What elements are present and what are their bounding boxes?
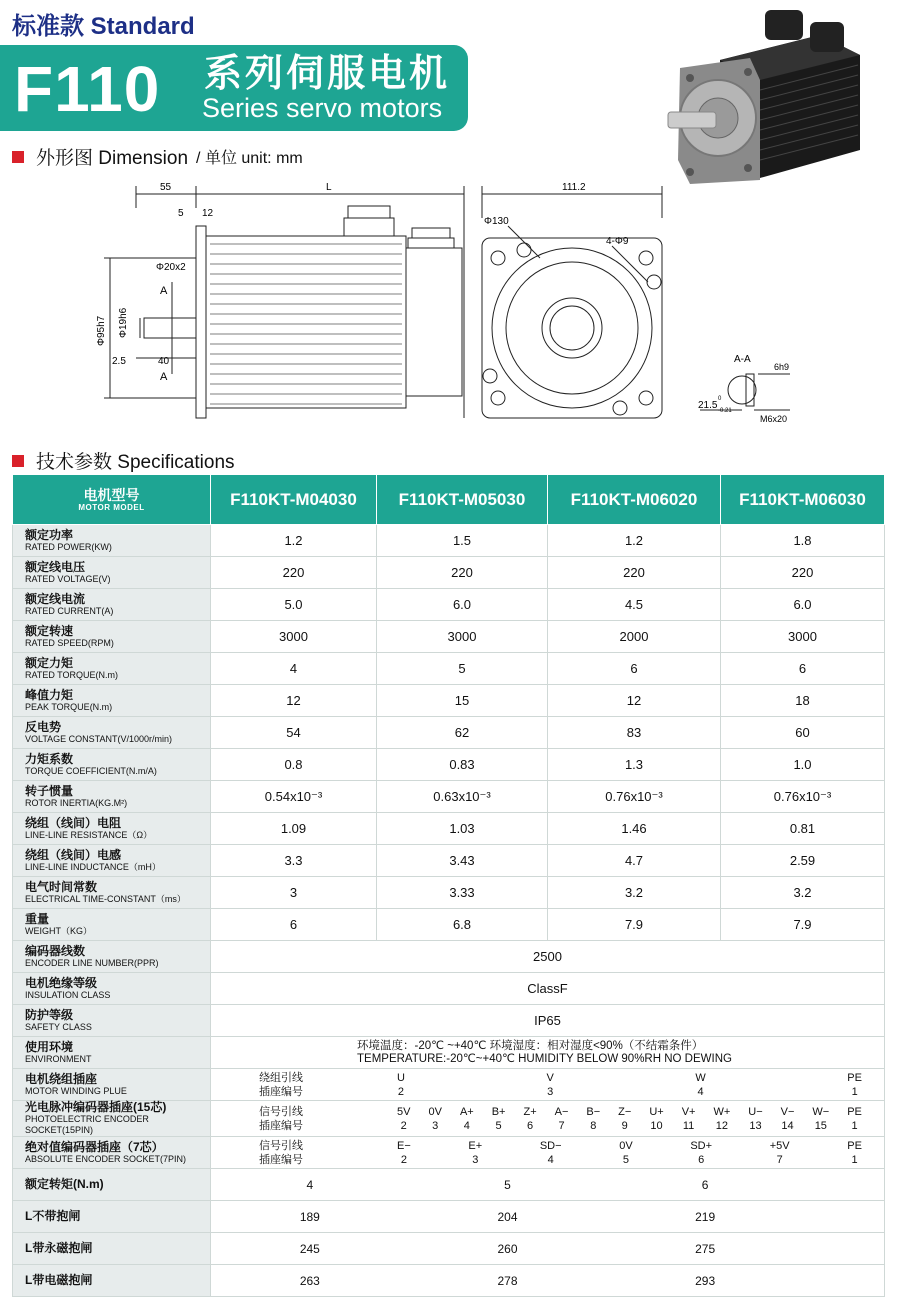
table-cell: 220 xyxy=(211,557,377,589)
table-cell: 0.76x10⁻³ xyxy=(721,781,885,813)
pin-cell: 0V 5 xyxy=(619,1139,633,1166)
pin-cell: 0V 3 xyxy=(428,1105,442,1132)
table-cell: 4 xyxy=(306,1177,314,1192)
table-cell: 0.76x10⁻³ xyxy=(548,781,721,813)
section-a-top: A xyxy=(160,285,168,297)
dimension-heading xyxy=(12,143,303,170)
table-cell: 18 xyxy=(721,685,885,717)
table-row-lelec: L带电磁抱闸 263 278 293 xyxy=(13,1265,885,1297)
pin-cell: A− 7 xyxy=(554,1105,569,1132)
table-cell: 6 xyxy=(548,653,721,685)
table-cell: 204 xyxy=(497,1209,518,1224)
table-row: 额定转速 RATED SPEED(RPM) 3000 3000 2000 3000 xyxy=(13,621,885,653)
dim-tol-lower: -0.21 xyxy=(718,408,732,414)
table-cell: 7.9 xyxy=(721,909,885,941)
dim-5: 5 xyxy=(178,208,184,219)
table-row: 额定线电压 RATED VOLTAGE(V) 220 220 220 220 xyxy=(13,557,885,589)
table-row-environment: 使用环境 ENVIRONMENT 环境温度：-20℃ ~+40℃ 环境湿度：相对湿度<90%（不结霜条件） TEMPERATURE:-20℃~+40℃ HUMIDITY BELOW 90%RH NO DEWING xyxy=(13,1037,885,1069)
table-row-insulation: 电机绝缘等级 INSULATION CLASS ClassF xyxy=(13,973,885,1005)
dim-6h9: 6h9 xyxy=(774,362,790,372)
standard-title: 标准款 Standard xyxy=(12,13,195,40)
dim-95h7: Φ95h7 xyxy=(96,315,107,346)
table-cell: 3000 xyxy=(377,621,548,653)
table-cell: 6.0 xyxy=(721,589,885,621)
table-cell: 12 xyxy=(211,685,377,717)
pin-cell: PE 1 xyxy=(847,1071,862,1098)
pin-cell: E− 2 xyxy=(397,1139,411,1166)
dimension-title: 外形图 Dimension xyxy=(36,148,189,169)
dim-55: 55 xyxy=(160,182,172,193)
table-header-row xyxy=(13,475,885,525)
table-cell: 293 xyxy=(695,1273,716,1288)
pin-cell: W+ 12 xyxy=(713,1105,731,1132)
table-cell: 275 xyxy=(695,1241,716,1256)
table-cell: 4 xyxy=(211,653,377,685)
table-row-lnone: L不带抱闸 189 204 219 xyxy=(13,1201,885,1233)
square-bullet-icon xyxy=(12,151,24,163)
dim-40: 40 xyxy=(158,356,170,367)
model-col-2: F110KT-M05030 xyxy=(377,475,548,525)
table-cell: 3.2 xyxy=(721,877,885,909)
table-row: 额定功率 RATED POWER(KW) 1.2 1.5 1.2 1.8 xyxy=(13,525,885,557)
pin-cell: Z− 9 xyxy=(618,1105,632,1132)
table-cell: 278 xyxy=(497,1273,518,1288)
table-cell: 0.63x10⁻³ xyxy=(377,781,548,813)
table-cell: 54 xyxy=(211,717,377,749)
table-cell: 4.5 xyxy=(548,589,721,621)
table-cell: 6.8 xyxy=(377,909,548,941)
specs-title: 技术参数 Specifications xyxy=(36,452,235,473)
square-bullet-icon xyxy=(12,455,24,467)
table-cell: 2000 xyxy=(548,621,721,653)
table-cell: 6 xyxy=(721,653,885,685)
table-cell: 6 xyxy=(701,1177,709,1192)
table-cell: 220 xyxy=(721,557,885,589)
pin-cell: V 3 xyxy=(546,1071,554,1098)
model-col-4: F110KT-M06030 xyxy=(721,475,885,525)
pin-cell: 5V 2 xyxy=(397,1105,411,1132)
table-cell: 1.09 xyxy=(211,813,377,845)
pin-cell: SD− 4 xyxy=(539,1139,562,1166)
specs-heading xyxy=(12,447,235,474)
dim-111-2: 111.2 xyxy=(562,182,586,193)
dim-20x2: Φ20x2 xyxy=(156,262,186,273)
dimension-drawing xyxy=(96,178,820,438)
table-row: 反电势 VOLTAGE CONSTANT(V/1000r/min) 54 62 83 60 xyxy=(13,717,885,749)
table-cell: 263 xyxy=(299,1273,320,1288)
table-cell: 1.03 xyxy=(377,813,548,845)
table-cell: 60 xyxy=(721,717,885,749)
dim-4-9: 4-Φ9 xyxy=(606,236,629,247)
table-cell: 3000 xyxy=(211,621,377,653)
table-cell: 15 xyxy=(377,685,548,717)
table-cell: 12 xyxy=(548,685,721,717)
model-col-3: F110KT-M06020 xyxy=(548,475,721,525)
table-cell: 4.7 xyxy=(548,845,721,877)
pin-cell: V+ 11 xyxy=(681,1105,696,1132)
table-row-absolute-encoder: 绝对值编码器插座（7芯） ABSOLUTE ENCODER SOCKET(7PIN) 信号引线 插座编号 E− 2 E+ 3 SD− 4 0V 5 SD+ 6 +5V 7 PE 1 xyxy=(13,1137,885,1169)
table-cell: 3.43 xyxy=(377,845,548,877)
table-cell: 260 xyxy=(497,1241,518,1256)
dim-m6x20: M6x20 xyxy=(760,414,788,424)
table-cell: 1.2 xyxy=(548,525,721,557)
pin-cell: W− 15 xyxy=(812,1105,830,1132)
table-row-encoder: 编码器线数 ENCODER LINE NUMBER(PPR) 2500 xyxy=(13,941,885,973)
table-cell: 1.3 xyxy=(548,749,721,781)
table-cell: 3.2 xyxy=(548,877,721,909)
table-cell: 0.8 xyxy=(211,749,377,781)
pin-cell: PE 1 xyxy=(847,1105,862,1132)
table-row-lperm: L带永磁抱闸 245 260 275 xyxy=(13,1233,885,1265)
table-row: 转子惯量 ROTOR INERTIA(KG.M²) 0.54x10⁻³ 0.63x10⁻³ 0.76x10⁻³ 0.76x10⁻³ xyxy=(13,781,885,813)
table-row: 额定线电流 RATED CURRENT(A) 5.0 6.0 4.5 6.0 xyxy=(13,589,885,621)
pin-cell: U− 13 xyxy=(748,1105,763,1132)
pin-cell: Z+ 6 xyxy=(523,1105,537,1132)
table-cell: 3.33 xyxy=(377,877,548,909)
table-cell: 1.0 xyxy=(721,749,885,781)
table-cell: 6.0 xyxy=(377,589,548,621)
section-aa: A-A xyxy=(734,354,751,365)
table-cell: 1.46 xyxy=(548,813,721,845)
table-cell: 1.8 xyxy=(721,525,885,557)
dim-12: 12 xyxy=(202,208,214,219)
table-row: 峰值力矩 PEAK TORQUE(N.m) 12 15 12 18 xyxy=(13,685,885,717)
table-cell: 1.5 xyxy=(377,525,548,557)
table-cell: 1.2 xyxy=(211,525,377,557)
dim-19h6: Φ19h6 xyxy=(118,307,129,338)
table-cell: 0.54x10⁻³ xyxy=(211,781,377,813)
table-cell: 220 xyxy=(377,557,548,589)
dim-2-5: 2.5 xyxy=(112,356,126,367)
dim-tol-upper: 0 xyxy=(718,396,722,402)
pin-cell: V− 14 xyxy=(780,1105,795,1132)
table-cell: 0.83 xyxy=(377,749,548,781)
pin-cell: A+ 4 xyxy=(459,1105,474,1132)
table-row: 绕组（线间）电感 LINE-LINE INDUCTANCE（mH） 3.3 3.43 4.7 2.59 xyxy=(13,845,885,877)
table-cell: 189 xyxy=(299,1209,320,1224)
pin-cell: U 2 xyxy=(397,1071,405,1098)
pin-cell: B+ 5 xyxy=(491,1105,506,1132)
dim-L: L xyxy=(326,182,332,193)
table-row: 力矩系数 TORQUE COEFFICIENT(N.m/A) 0.8 0.83 1.3 1.0 xyxy=(13,749,885,781)
pin-cell: U+ 10 xyxy=(649,1105,664,1132)
table-cell: 3 xyxy=(211,877,377,909)
pin-cell: +5V 7 xyxy=(769,1139,790,1166)
table-row-safety: 防护等级 SAFETY CLASS IP65 xyxy=(13,1005,885,1037)
table-cell: 5 xyxy=(377,653,548,685)
table-cell: 6 xyxy=(211,909,377,941)
table-row: 电气时间常数 ELECTRICAL TIME-CONSTANT（ms） 3 3.33 3.2 3.2 xyxy=(13,877,885,909)
table-row: 额定力矩 RATED TORQUE(N.m) 4 5 6 6 xyxy=(13,653,885,685)
table-row-photo-encoder: 光电脉冲编码器插座(15芯) PHOTOELECTRIC ENCODER SOCKET(15PIN) 信号引线 插座编号 5V 2 0V 3 A+ 4 B+ 5 Z+ 6 A− 7 B− 8 Z− 9 U+ 10 V+ 11 W+ 12 U− 13 V− 14 W− 15 PE 1 xyxy=(13,1101,885,1137)
pin-cell: E+ 3 xyxy=(468,1139,483,1166)
table-cell: 220 xyxy=(548,557,721,589)
table-row: 绕组（线间）电阻 LINE-LINE RESISTANCE（Ω） 1.09 1.03 1.46 0.81 xyxy=(13,813,885,845)
pin-cell: PE 1 xyxy=(847,1139,862,1166)
dimension-unit: / 单位 unit: mm xyxy=(196,150,303,167)
pin-cell: SD+ 6 xyxy=(690,1139,713,1166)
table-cell: 5 xyxy=(504,1177,511,1192)
table-cell: 3.3 xyxy=(211,845,377,877)
table-cell: 3000 xyxy=(721,621,885,653)
model-col-1: F110KT-M04030 xyxy=(211,475,377,525)
table-cell: 0.81 xyxy=(721,813,885,845)
pin-cell: W 4 xyxy=(695,1071,706,1098)
table-cell: 219 xyxy=(695,1209,716,1224)
table-cell: 245 xyxy=(299,1241,320,1256)
table-cell: 62 xyxy=(377,717,548,749)
table-cell: 83 xyxy=(548,717,721,749)
series-title-en: Series servo motors xyxy=(202,93,443,123)
table-row-brake: 额定转矩(N.m) 4 5 6 xyxy=(13,1169,885,1201)
servo-motor-image xyxy=(660,0,880,190)
table-cell: 7.9 xyxy=(548,909,721,941)
section-a-bottom: A xyxy=(160,371,168,383)
table-row: 重量 WEIGHT（KG） 6 6.8 7.9 7.9 xyxy=(13,909,885,941)
spec-table xyxy=(12,474,885,1297)
dim-130: Φ130 xyxy=(484,216,509,227)
series-title-cn: 系列伺服电机 xyxy=(204,53,451,95)
pin-cell: B− 8 xyxy=(586,1105,601,1132)
motor-model-header: 电机型号 MOTOR MODEL xyxy=(13,475,211,525)
table-cell: 5.0 xyxy=(211,589,377,621)
model-title: F110 xyxy=(14,53,161,125)
table-row-winding: 电机绕组插座 MOTOR WINDING PLUE 绕组引线 插座编号 U 2 V 3 W 4 PE 1 xyxy=(13,1069,885,1101)
dim-21-5: 21.5 xyxy=(698,400,718,411)
table-cell: 2.59 xyxy=(721,845,885,877)
